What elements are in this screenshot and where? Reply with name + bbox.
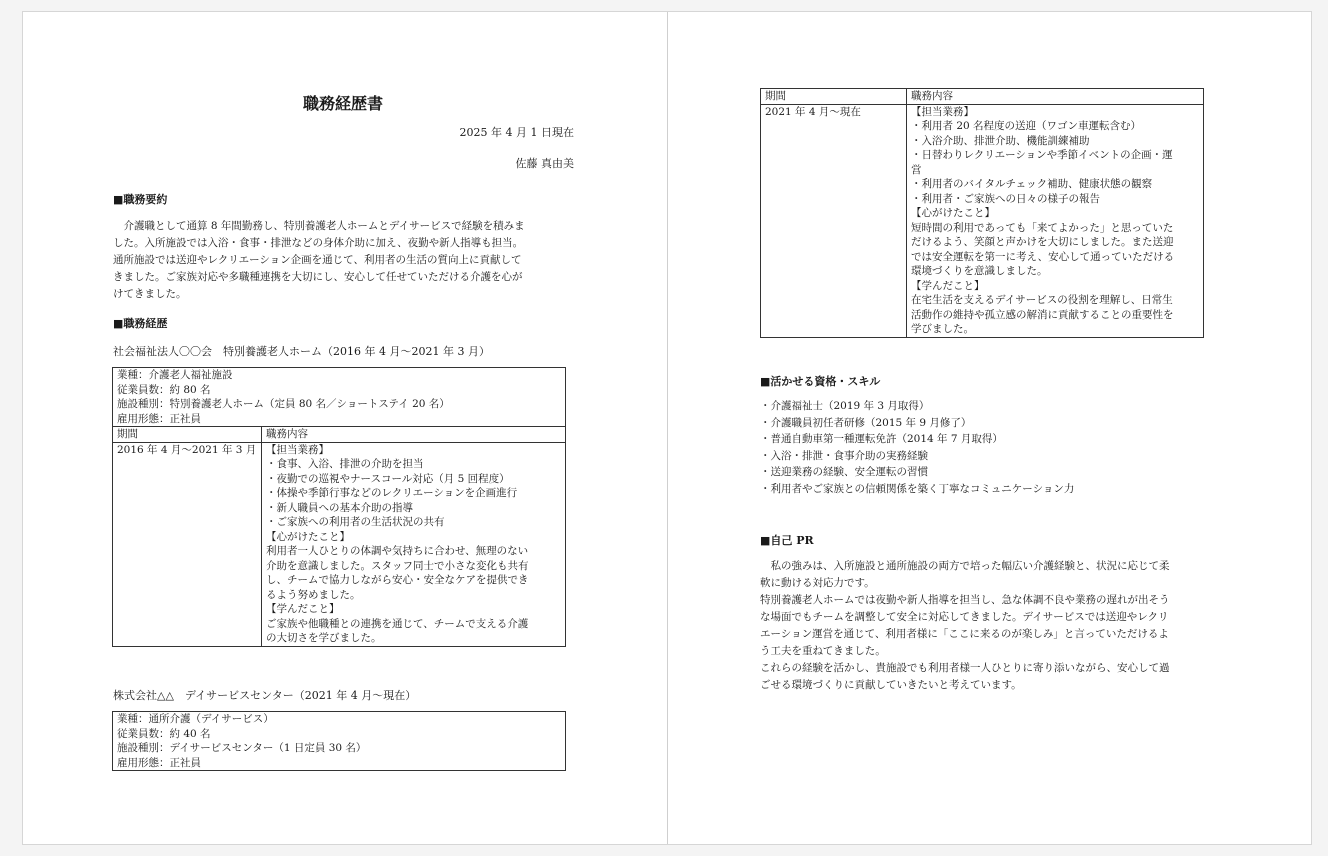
company1-name: 社会福祉法人〇〇会 特別養護老人ホーム（2016 年 4 月～2021 年 3 月） — [113, 345, 490, 358]
pr-line: 私の強みは、入所施設と通所施設の両方で培った幅広い介護経験と、状況に応じて柔 — [760, 560, 1170, 572]
document-date: 2025 年 4 月 1 日現在 — [459, 126, 574, 139]
duty-line: 短時間の利用であっても「来てよかった」と思っていた — [911, 221, 1174, 234]
summary-heading: ■職務要約 — [113, 193, 168, 206]
duty-line: だけるよう、笑顔と声かけを大切にしました。また送迎 — [911, 236, 1174, 248]
company1-table — [112, 367, 566, 647]
page-divider — [667, 12, 668, 844]
summary-line: 介護職として通算 8 年間勤務し、特別養護老人ホームとデイサービスで経験を積みま — [113, 220, 525, 232]
duty-line: ・ご家族への利用者の生活状況の共有 — [266, 516, 445, 528]
company2-info-employees: 従業員数：約 40 名 — [113, 727, 566, 742]
pr-line: 軟に動ける対応力です。 — [760, 577, 875, 589]
page-left — [113, 12, 573, 844]
company1-col-period: 期間 — [113, 427, 262, 443]
company2-info-industry: 業種：通所介護（デイサービス） — [113, 712, 566, 727]
summary-line: けてきました。 — [113, 288, 187, 300]
pr-line: これらの経験を活かし、貴施設でも利用者様一人ひとりに寄り添いながら、安心して過 — [760, 662, 1170, 674]
duty-line: 【心がけたこと】 — [911, 207, 995, 219]
company2-col-period: 期間 — [761, 89, 907, 105]
pr-line: エーション運営を通じて、利用者様に「ここに来るのが楽しみ」と言っていただけるよ — [760, 628, 1169, 640]
duty-line: ・体操や季節行事などのレクリエーションを企画進行 — [266, 487, 518, 499]
skill-item: ・利用者やご家族との信頼関係を築く丁寧なコミュニケーション力 — [760, 482, 1075, 495]
skills-list — [760, 398, 1226, 497]
skill-item: ・介護福祉士（2019 年 3 月取得） — [760, 400, 930, 412]
pr-line: な場面でもチームを調整して安全に対応してきました。デイサービスでは送迎やレクリ — [760, 611, 1169, 623]
duty-line: 【学んだこと】 — [266, 603, 340, 615]
duty-line: ・食事、入浴、排泄の介助を担当 — [266, 458, 424, 470]
pr-line: う工夫を重ねてきました。 — [760, 645, 886, 657]
duty-line: ・利用者のバイタルチェック補助、健康状態の観察 — [911, 178, 1153, 190]
skill-item: ・送迎業務の経験、安全運転の習慣 — [760, 466, 928, 478]
skill-item: ・普通自動車第一種運転免許（2014 年 7 月取得） — [760, 433, 1003, 445]
pr-heading: ■自己 PR — [760, 534, 814, 547]
summary-line: した。入所施設では入浴・食事・排泄などの身体介助に加え、夜勤や新人指導も担当。 — [113, 237, 524, 249]
summary-text — [113, 218, 583, 303]
document-spread — [22, 11, 1312, 845]
duty-line: ・夜勤での巡視やナースコール対応（月 5 回程度） — [266, 472, 510, 485]
company2-duties-table — [760, 88, 1204, 338]
summary-line: きました。ご家族対応や多職種連携を大切にし、安心して任せていただける介護を心が — [113, 271, 523, 283]
company2-col-duties: 職務内容 — [907, 89, 1204, 105]
company1-duties — [262, 442, 566, 646]
company1-col-duties: 職務内容 — [262, 427, 566, 443]
duty-line: 営 — [911, 163, 922, 176]
pr-line: 特別養護老人ホームでは夜勤や新人指導を担当し、急な体調不良や業務の遅れが出そう — [760, 594, 1170, 606]
duty-line: 利用者一人ひとりの体調や気持ちに合わせ、無理のない — [266, 545, 529, 557]
company2-duties — [907, 104, 1204, 337]
applicant-name: 佐藤 真由美 — [515, 157, 574, 170]
duty-line: ・利用者・ご家族への日々の様子の報告 — [911, 192, 1100, 205]
company2-name: 株式会社△△ デイサービスセンター（2021 年 4 月～現在） — [113, 689, 417, 702]
pr-text — [760, 558, 1230, 694]
skill-item: ・入浴・排泄・食事介助の実務経験 — [760, 449, 928, 462]
duty-line: ・利用者 20 名程度の送迎（ワゴン車運転含む） — [911, 120, 1142, 132]
company2-info-employment: 雇用形態：正社員 — [113, 756, 566, 771]
duty-line: ・入浴介助、排泄介助、機能訓練補助 — [911, 134, 1090, 147]
duty-line: 【担当業務】 — [266, 443, 329, 456]
duty-line: 介助を意識しました。スタッフ同士で小さな変化も共有 — [266, 559, 529, 572]
duty-line: の大切さを学びました。 — [266, 632, 382, 644]
duty-line: るよう努めました。 — [266, 588, 361, 601]
company1-info-employment: 雇用形態：正社員 — [113, 412, 566, 427]
duty-line: 【心がけたこと】 — [266, 530, 350, 543]
company2-info-facility: 施設種別：デイサービスセンター（1 日定員 30 名） — [113, 741, 566, 756]
company2-period: 2021 年 4 月～現在 — [761, 104, 907, 337]
company2-info-table — [112, 711, 566, 771]
company1-period: 2016 年 4 月～2021 年 3 月 — [113, 442, 262, 646]
duty-line: 【学んだこと】 — [911, 279, 985, 292]
duty-line: ・日替わりレクリエーションや季節イベントの企画・運 — [911, 149, 1173, 161]
duty-line: ご家族や他職種との連携を通じて、チームで支える介護 — [266, 617, 529, 630]
duty-line: 活動作の維持や孤立感の解消に貢献することの重要性を — [911, 308, 1174, 321]
skill-item: ・介護職員初任者研修（2015 年 9 月修了） — [760, 416, 972, 429]
duty-line: 学びました。 — [911, 323, 974, 335]
duty-line: ・新人職員への基本介助の指導 — [266, 501, 413, 514]
company1-info-facility: 施設種別：特別養護老人ホーム（定員 80 名／ショートステイ 20 名） — [113, 397, 566, 412]
skills-heading: ■活かせる資格・スキル — [760, 375, 881, 388]
history-heading: ■職務経歴 — [113, 317, 168, 330]
page-right — [760, 12, 1226, 844]
duty-line: では安全運転を第一に考え、安心して通っていただける — [911, 250, 1175, 263]
duty-line: 在宅生活を支えるデイサービスの役割を理解し、日常生 — [911, 294, 1173, 306]
company1-info-industry: 業種：介護老人福祉施設 — [113, 368, 566, 383]
duty-line: 【担当業務】 — [911, 105, 974, 118]
summary-line: 通所施設では送迎やレクリエーション企画を通じて、利用者の生活の質向上に貢献して — [113, 254, 522, 266]
company1-info-employees: 従業員数：約 80 名 — [113, 383, 566, 398]
document-title: 職務経歴書 — [302, 94, 383, 113]
duty-line: 環境づくりを意識しました。 — [911, 265, 1048, 277]
duty-line: し、チームで協力しながら安心・安全なケアを提供でき — [266, 574, 529, 586]
pr-line: ごせる環境づくりに貢献していきたいと考えています。 — [760, 679, 1022, 691]
